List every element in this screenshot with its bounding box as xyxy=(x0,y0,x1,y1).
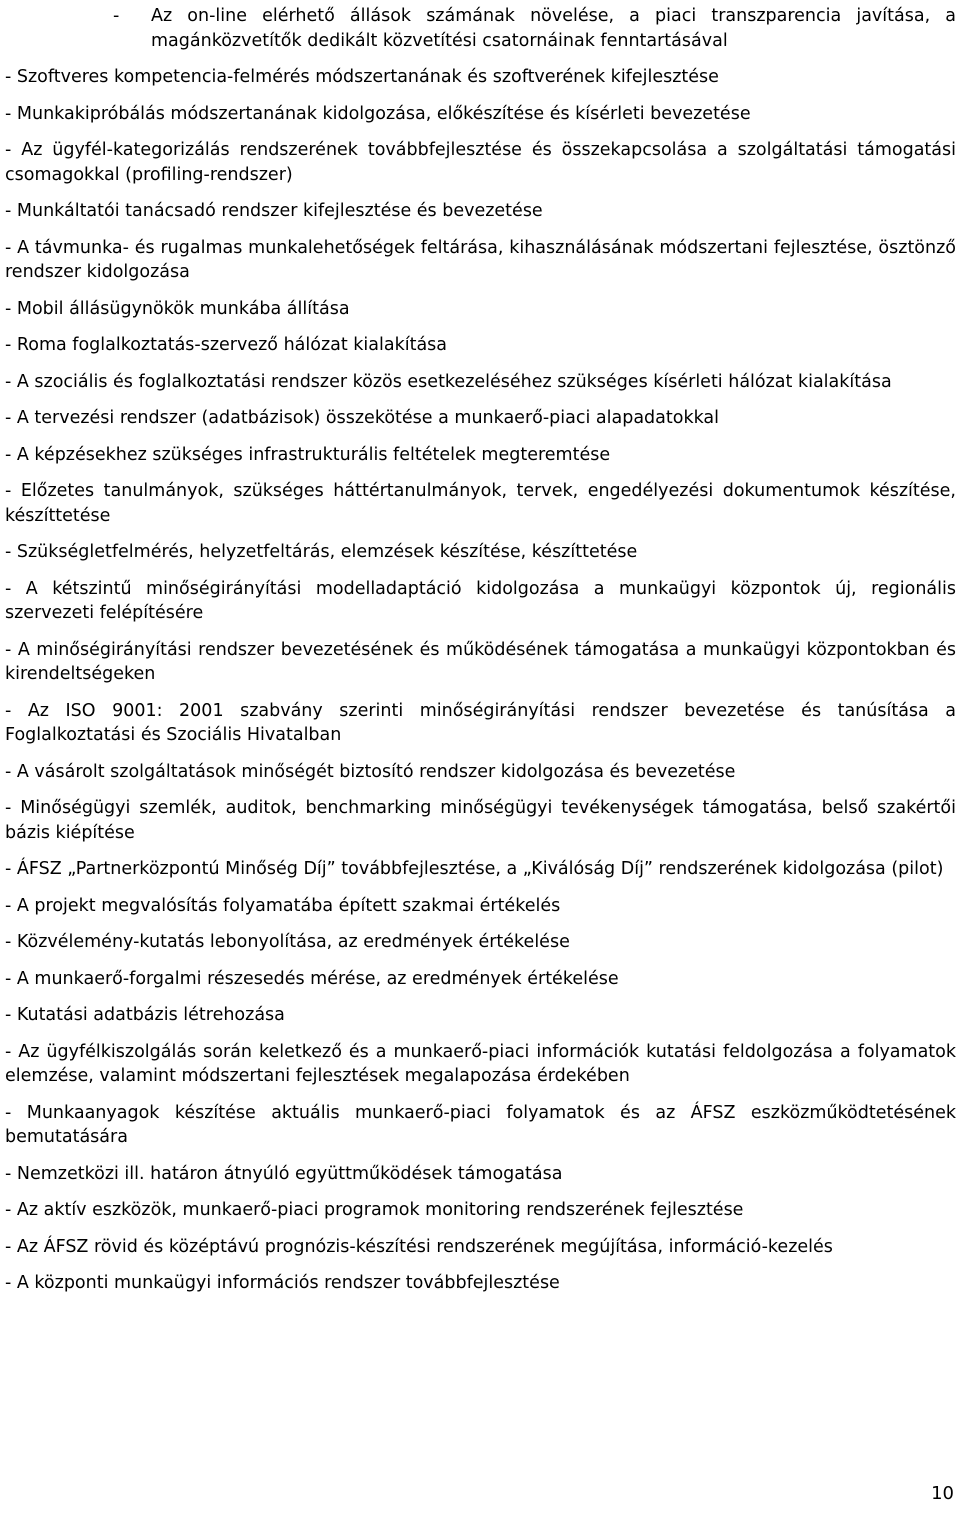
list-item: - Az aktív eszközök, munkaerő-piaci programok monitoring rendszerének fejlesztése xyxy=(5,1200,744,1220)
list-item: - Közvélemény-kutatás lebonyolítása, az eredmények értékelése xyxy=(5,932,570,952)
list-item: - A képzésekhez szükséges infrastrukturális feltételek megteremtése xyxy=(5,444,611,465)
list-item: - Az ügyfél-kategorizálás rendszerének továbbfejlesztése és összekapcsolása a szolgáltatási támogatási csomagokkal (profiling-rendszer) xyxy=(5,140,956,185)
list-item: - Munkakipróbálás módszertanának kidolgozása, előkészítése és kísérleti bevezetése xyxy=(5,103,751,124)
list-item: - ÁFSZ „Partnerközpontú Minőség Díj” továbbfejlesztése, a „Kiválóság Díj” rendszerének kidolgozása (pilot) xyxy=(5,859,944,879)
list-item: - Minőségügyi szemlék, auditok, benchmarking minőségügyi tevékenységek támogatása, belső szakértői bázis kiépítése xyxy=(5,798,956,843)
list-item: - Roma foglalkoztatás-szervező hálózat kialakítása xyxy=(5,335,448,355)
list-item: - A munkaerő-forgalmi részesedés mérése, az eredmények értékelése xyxy=(5,968,619,989)
list-item: - A tervezési rendszer (adatbázisok) összekötése a munkaerő-piaci alapadatokkal xyxy=(5,408,719,428)
list-item: - A vásárolt szolgáltatások minőségét biztosító rendszer kidolgozása és bevezetése xyxy=(5,761,736,782)
list-item-text: Az on-line elérhető állások számának növelése, a piaci transzparencia javítása, a magánközvetítők dedikált közvetítési csatornáinak fenntartásával xyxy=(151,6,956,51)
list-item: - A szociális és foglalkoztatási rendszer közös esetkezeléséhez szükséges kísérleti hálózat kialakítása xyxy=(5,371,892,392)
list-item: - Az ISO 9001: 2001 szabvány szerinti minőségirányítási rendszer bevezetése és tanúsítása a Foglalkoztatási és Szociális Hivatalban xyxy=(5,700,956,745)
list-item: - A központi munkaügyi információs rendszer továbbfejlesztése xyxy=(5,1273,560,1293)
list-item: - Szoftveres kompetencia-felmérés módszertanának és szoftverének kifejlesztése xyxy=(5,67,719,87)
list-item: - Az ügyfélkiszolgálás során keletkező és a munkaerő-piaci információk kutatási feldolgozása a folyamatok elemzése, valamint módszertani fejlesztések megalapozása érdekében xyxy=(5,1041,956,1086)
list-item: - Az ÁFSZ rövid és középtávú prognózis-készítési rendszerének megújítása, információ-kezelés xyxy=(5,1236,833,1257)
list-item: - A kétszintű minőségirányítási modelladaptáció kidolgozása a munkaügyi központok új, regionális szervezeti felépítésére xyxy=(5,578,956,623)
document-page xyxy=(5,0,956,1296)
list-dash: - xyxy=(113,6,120,26)
list-item: - Mobil állásügynökök munkába állítása xyxy=(5,298,350,319)
list-item: - Kutatási adatbázis létrehozása xyxy=(5,1005,285,1025)
list-item: - Nemzetközi ill. határon átnyúló együttműködések támogatása xyxy=(5,1163,563,1184)
list-item xyxy=(5,4,956,53)
list-item: - A távmunka- és rugalmas munkalehetőségek feltárása, kihasználásának módszertani fejlesztése, ösztönző rendszer kidolgozása xyxy=(5,237,956,282)
list-item: - A projekt megvalósítás folyamatába épített szakmai értékelés xyxy=(5,895,561,916)
list-item: - Szükségletfelmérés, helyzetfeltárás, elemzések készítése, készíttetése xyxy=(5,542,638,562)
page-number: 10 xyxy=(931,1483,954,1504)
list-item: - A minőségirányítási rendszer bevezetésének és működésének támogatása a munkaügyi központokban és kirendeltségeken xyxy=(5,639,956,684)
list-item: - Munkaanyagok készítése aktuális munkaerő-piaci folyamatok és az ÁFSZ eszközműködtetésének bemutatására xyxy=(5,1102,956,1147)
list-item: - Munkáltatói tanácsadó rendszer kifejlesztése és bevezetése xyxy=(5,201,543,221)
list-item: - Előzetes tanulmányok, szükséges háttértanulmányok, tervek, engedélyezési dokumentumok készítése, készíttetése xyxy=(5,481,956,526)
